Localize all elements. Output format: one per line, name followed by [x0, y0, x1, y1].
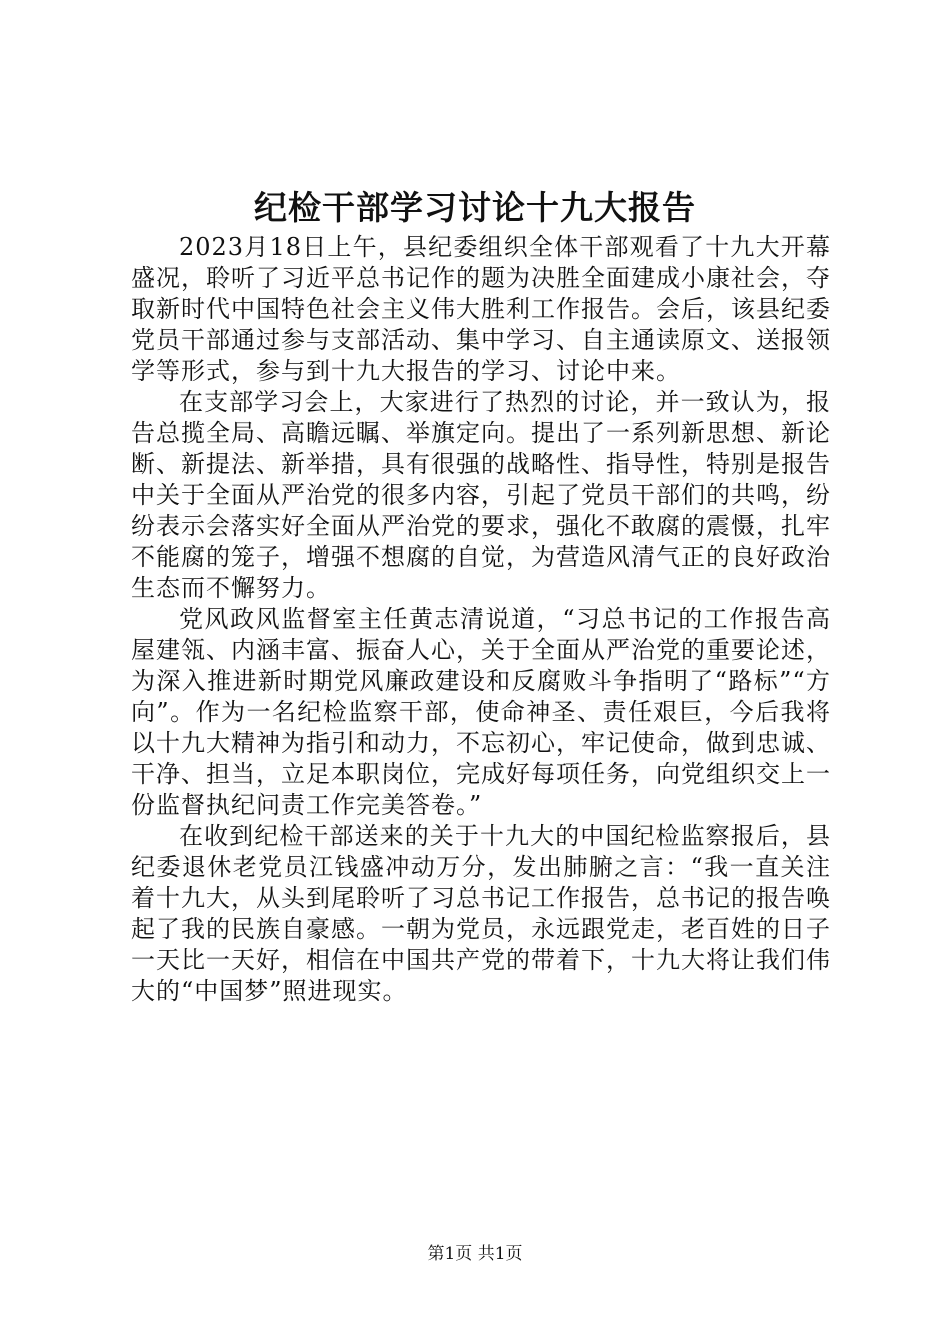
document-body — [131, 232, 831, 1007]
paragraph-1: 2023月18日上午，县纪委组织全体干部观看了十九大开幕盛况，聆听了习近平总书记作的题为决胜全面建成小康社会，夺取新时代中国特色社会主义伟大胜利工作报告。会后，该县纪委党员干部通过参与支部活动、集中学习、自主通读原文、送报领学等形式，参与到十九大报告的学习、讨论中来。 — [131, 233, 831, 385]
paragraph-4: 在收到纪检干部送来的关于十九大的中国纪检监察报后，县纪委退休老党员江钱盛冲动万分，发出肺腑之言：“我一直关注着十九大，从头到尾聆听了习总书记工作报告，总书记的报告唤起了我的民族自豪感。一朝为党员，永远跟党走，老百姓的日子一天比一天好，相信在中国共产党的带着下，十九大将让我们伟大的“中国梦”照进现实。 — [131, 822, 831, 1005]
page-footer: 第1页 共1页 — [427, 1244, 523, 1264]
document-title: 纪检干部学习讨论十九大报告 — [254, 188, 696, 227]
paragraph-2: 在支部学习会上，大家进行了热烈的讨论，并一致认为，报告总揽全局、高瞻远瞩、举旗定向。提出了一系列新思想、新论断、新提法、新举措，具有很强的战略性、指导性，特别是报告中关于全面从严治党的很多内容，引起了党员干部们的共鸣，纷纷表示会落实好全面从严治党的要求，强化不敢腐的震慑，扎牢不能腐的笼子，增强不想腐的自觉，为营造风清气正的良好政治生态而不懈努力。 — [131, 388, 831, 602]
paragraph-3: 党风政风监督室主任黄志清说道，“习总书记的工作报告高屋建瓴、内涵丰富、振奋人心，关于全面从严治党的重要论述，为深入推进新时期党风廉政建设和反腐败斗争指明了“路标”“方向”。作为一名纪检监察干部，使命神圣、责任艰巨，今后我将以十九大精神为指引和动力，不忘初心，牢记使命，做到忠诚、干净、担当，立足本职岗位，完成好每项任务，向党组织交上一份监督执纪问责工作完美答卷。” — [131, 605, 831, 819]
